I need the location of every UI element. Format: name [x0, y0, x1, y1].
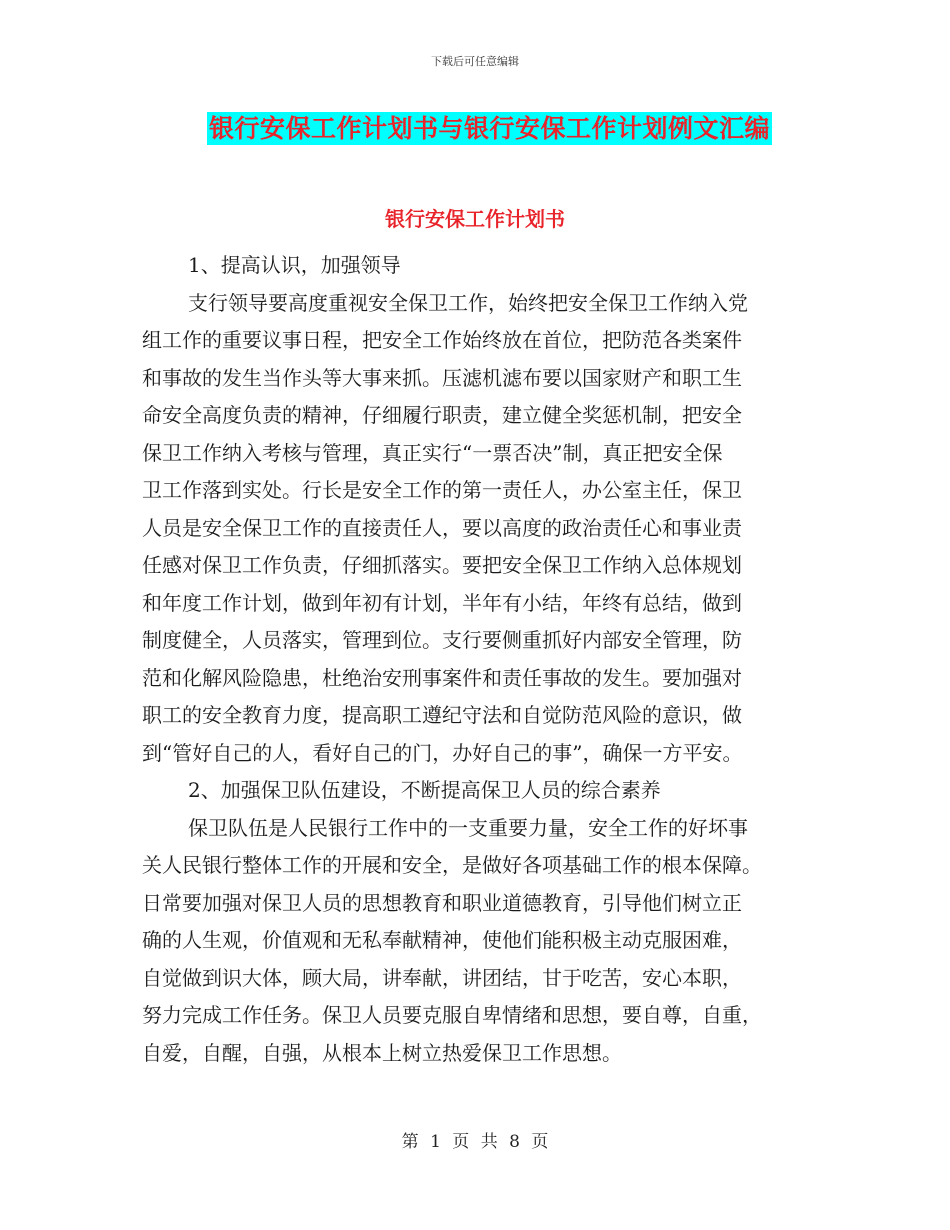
page-header-note: 下载后可任意编辑 [431, 55, 519, 68]
text-line: 支行领导要高度重视安全保卫工作，始终把安全保卫工作纳入党 [188, 290, 748, 315]
text-line: 努力完成工作任务。保卫人员要克服自卑情绪和思想，要自尊，自重， [142, 1003, 762, 1027]
document-title: 银行安保工作计划书与银行安保工作计划例文汇编 [209, 114, 771, 143]
text-line: 和年度工作计划，做到年初有计划，半年有小结，年终有总结，做到 [142, 590, 742, 615]
text-line: 到“管好自己的人，看好自己的门，办好自己的事”，确保一方平安。 [142, 740, 743, 765]
page-number: 第 1 页 共 8 页 [401, 1132, 549, 1152]
text-line: 2、加强保卫队伍建设，不断提高保卫人员的综合素养 [188, 778, 661, 802]
document-body [142, 247, 807, 1072]
text-line: 命安全高度负责的精神，仔细履行职责，建立健全奖惩机制，把安全 [142, 403, 742, 427]
text-line: 任感对保卫工作负责，仔细抓落实。要把安全保卫工作纳入总体规划 [142, 553, 742, 577]
text-line: 职工的安全教育力度，提高职工遵纪守法和自觉防范风险的意识，做 [142, 703, 742, 727]
section-title: 银行安保工作计划书 [385, 207, 565, 231]
text-line: 组工作的重要议事日程，把安全工作始终放在首位，把防范各类案件 [142, 328, 742, 352]
text-line: 人员是安全保卫工作的直接责任人，要以高度的政治责任心和事业责 [142, 515, 742, 540]
text-line: 关人民银行整体工作的开展和安全，是做好各项基础工作的根本保障。 [142, 853, 762, 877]
text-line: 确的人生观，价值观和无私奉献精神，使他们能积极主动克服困难， [142, 928, 742, 952]
text-line: 制度健全，人员落实，管理到位。支行要侧重抓好内部安全管理，防 [142, 628, 742, 652]
text-line: 范和化解风险隐患，杜绝治安刑事案件和责任事故的发生。要加强对 [142, 665, 742, 690]
text-line: 保卫工作纳入考核与管理，真正实行“一票否决”制，真正把安全保 [142, 440, 723, 465]
text-line: 自爱，自醒，自强，从根本上树立热爱保卫工作思想。 [142, 1040, 622, 1065]
text-line: 自觉做到识大体，顾大局，讲奉献，讲团结，甘于吃苦，安心本职， [142, 965, 742, 990]
text-line: 保卫队伍是人民银行工作中的一支重要力量，安全工作的好坏事 [188, 815, 748, 840]
text-line: 日常要加强对保卫人员的思想教育和职业道德教育，引导他们树立正 [142, 890, 742, 915]
text-line: 和事故的发生当作头等大事来抓。压滤机滤布要以国家财产和职工生 [142, 365, 742, 390]
text-line: 1、提高认识，加强领导 [188, 253, 401, 277]
text-line: 卫工作落到实处。行长是安全工作的第一责任人，办公室主任，保卫 [142, 478, 742, 502]
